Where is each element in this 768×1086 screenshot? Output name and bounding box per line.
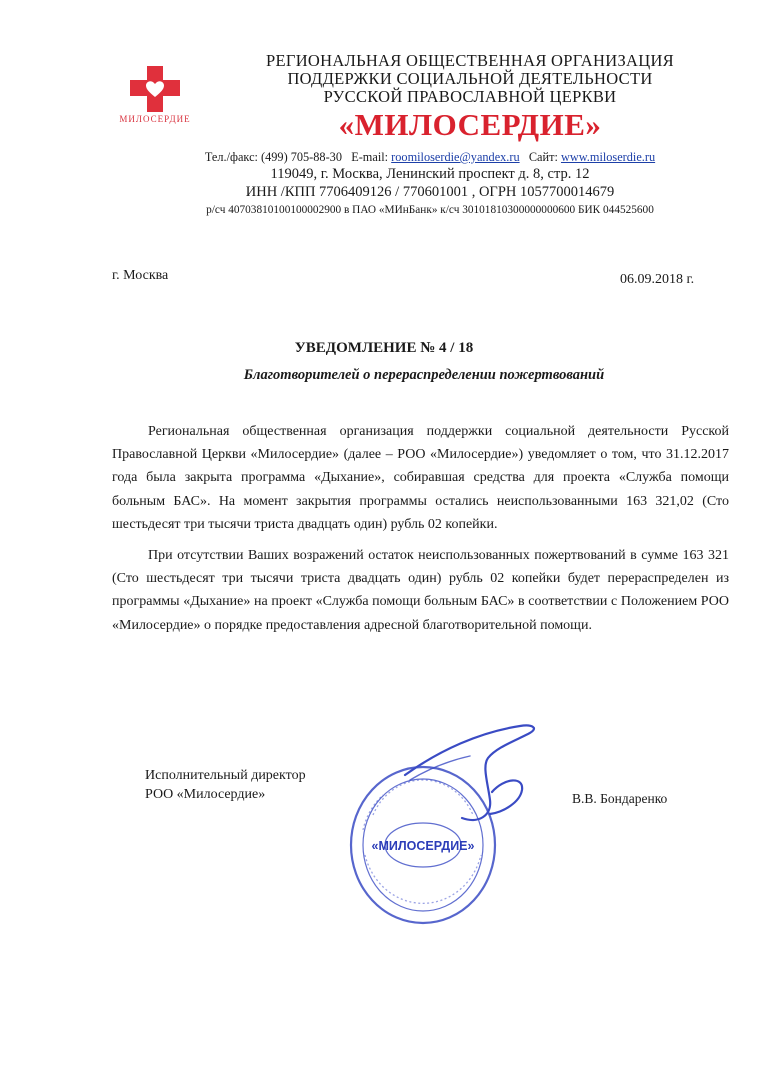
document-title: УВЕДОМЛЕНИЕ № 4 / 18 <box>294 340 474 356</box>
bank-details: р/сч 40703810100100002900 в ПАО «МИнБанк» к/сч 30101810300000000600 БИК 044525600 <box>206 204 654 216</box>
stamp-center-text: «МИЛОСЕРДИЕ» <box>371 839 475 853</box>
contact-line <box>130 150 730 165</box>
org-full-name <box>250 52 690 106</box>
document-date: 06.09.2018 г. <box>620 272 695 287</box>
document-subtitle: Благотворителей о перераспределении пожертвований <box>243 367 605 383</box>
city-label: г. Москва <box>112 268 169 283</box>
registration-ids: ИНН /КПП 7706409126 / 770601001 , ОГРН 1057700014679 <box>245 184 615 200</box>
org-brand-name: «МИЛОСЕРДИЕ» <box>338 107 602 142</box>
signer-role-line-1: Исполнительный директор <box>145 768 306 783</box>
body-paragraph-1: Региональная общественная организация поддержки социальной деятельности Русской Православной Церкви «Милосердие» (далее – РОО «Милосердие») уведомляет о том, что 31.12.2017 года была закрыта программа «Дыхание», собиравшая средства для проекта «Служба помощи больным БАС». На момент закрытия программы остались неиспользованными 163 321,02 (Сто шестьдесят три тысячи триста двадцать один) рубль 02 копейки. <box>112 424 729 532</box>
org-logo <box>112 66 198 128</box>
org-line-3: РУССКОЙ ПРАВОСЛАВНОЙ ЦЕРКВИ <box>323 87 617 106</box>
email-label: E-mail: <box>351 150 389 164</box>
document-body <box>112 420 729 645</box>
logo-label: МИЛОСЕРДИЕ <box>119 114 191 124</box>
postal-address: 119049, г. Москва, Ленинский проспект д. 8, стр. 12 <box>270 166 590 182</box>
signer-name: В.В. Бондаренко <box>572 791 668 806</box>
org-line-1: РЕГИОНАЛЬНАЯ ОБЩЕСТВЕННАЯ ОРГАНИЗАЦИЯ <box>266 51 674 70</box>
signer-role <box>145 766 306 804</box>
address-block <box>130 165 730 201</box>
site-link[interactable]: www.miloserdie.ru <box>560 150 656 164</box>
signer-role-line-2: РОО «Милосердие» <box>145 787 266 802</box>
site-label: Сайт: <box>528 150 558 164</box>
org-line-2: ПОДДЕРЖКИ СОЦИАЛЬНОЙ ДЕЯТЕЛЬНОСТИ <box>287 69 653 88</box>
email-link[interactable]: roomiloserdie@yandex.ru <box>391 150 520 164</box>
red-cross-heart-icon <box>130 66 180 112</box>
body-paragraph-2: При отсутствии Ваших возражений остаток неиспользованных пожертвований в сумме 163 321 (Сто шестьдесят три тысячи триста двадцать один) рубль 02 копейки будет перераспределен из программы «Дыхание» на проект «Служба помощи больным БАС» в соответствии с Положением РОО «Милосердие» о порядке предоставления адресной благотворительной помощи. <box>112 548 729 633</box>
phone-text: Тел./факс: (499) 705-88-30 <box>204 150 342 164</box>
handwritten-signature <box>400 720 550 830</box>
